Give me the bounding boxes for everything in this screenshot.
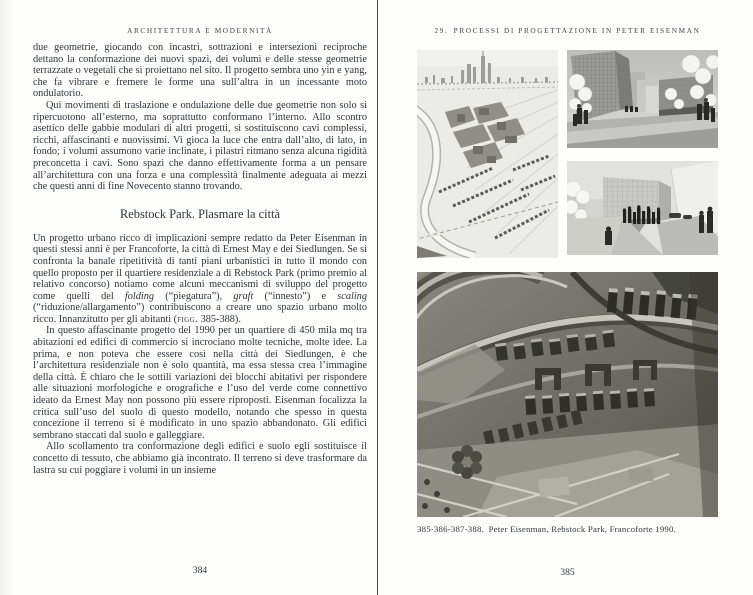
aerial-drawing-image xyxy=(417,50,558,258)
text-segment: scaling xyxy=(337,290,367,302)
running-head-right: 29. PROCESSI DI PROGETTAZIONE IN PETER EISENMAN xyxy=(434,26,701,35)
model-photo-image xyxy=(417,272,718,517)
text-segment: Un progetto urbano ricco di implicazioni sempre redatto da Peter Eisenman in questi stessi anni è per Francoforte, la città di Ernest May e dei Siedlungen. Se si confronta la banale ripetitività di tanti piani urbanistici in tutto il mondo con quello proposto per il quartiere residenziale a di Rebstock Park (primo premio al relativo concorso) notiamo come alcuni meccanismi di sviluppo del progetto come quelli del xyxy=(33,232,367,302)
paragraph-group-before-heading xyxy=(33,42,367,193)
text-segment: Qui movimenti di traslazione e ondulazione delle due geometrie non solo si ripercuotono all’esterno, ma soprattutto conformano l’interno. Allo scontro asettico delle gabbie modulari di altri progetti, si sostituiscono cavi complessi, ricchi, affascinanti e nuovissimi. Vi gioca la luce che entra dall’alto, di lato, in fondo; i volumi assumono varie inclinate, i pilastri ritmano senza alcuna rigidità preconcetta i cavi. Sono spazi che danno effettivamente forma a un pensare all’architettura con una forza e una complessità finalmente adeguata ai mezzi che questi anni di fine Novecento stanno trovando. xyxy=(33,99,367,193)
page-number-right: 385 xyxy=(560,567,575,578)
figure-aerial-perspective-drawing xyxy=(417,50,558,258)
figure-street-rendering-towers xyxy=(567,50,718,148)
paragraph-group-after-heading xyxy=(33,233,367,476)
page-number-left: 384 xyxy=(192,565,208,576)
paragraph xyxy=(33,441,367,476)
figure-caption: 385-386-387-388. Peter Eisenman, Rebstock Park, Francoforte 1990. xyxy=(417,524,677,534)
text-segment: figg. xyxy=(177,313,199,325)
text-segment: In questo affascinante progetto del 1990 per un quartiere di 450 mila mq tra abitazioni ed edifici di commercio si incrociano molte tecniche, molte idee. La prima, e non poteva che essere così nella città dei Siedlungen, è che l’architettura residenziale non è solo quantità, ma essa stessa crea l’immagine della città. È chiaro che le sottili variazioni dei blocchi abitativi per rispondere alle situazioni morfologiche e orografiche e l’uso del verde come connettivo ideato da Ernest May non possono più essere riproposti. Eisenman focalizza la critica sull’uso del suolo di questo modello, notando che spesso in questa concezione il terreno si è modificato in uno spazio abbandonato. Gli edifici sembrano staccati dal suolo e galleggiare. xyxy=(33,325,367,441)
figure-site-model-photograph xyxy=(417,272,718,517)
paragraph xyxy=(33,325,367,441)
paragraph xyxy=(33,100,367,193)
text-segment: due geometrie, giocando con incastri, sottrazioni e intersezioni reciproche dettano la conformazione dei nuovi spazi, dei volumi e delle stesse geometrie terrazzate o vegetali che si proiettano nel sito. Il progetto sembra uno yin e yang, che fa vibrare e fremere le forme una sull’altra in un incessante moto ondulatorio. xyxy=(33,42,367,100)
paragraph xyxy=(33,233,367,326)
text-segment: 385-388). xyxy=(198,313,241,325)
running-head-left: ARCHITETTURA E MODERNITÀ xyxy=(127,26,273,35)
page-divider xyxy=(377,0,378,595)
text-segment: Allo scollamento tra conformazione degli edifici e suolo egli sostituisce il concetto di tessuto, che abbiamo già incontrato. Il terreno si deve trasformare da lastra su cui poggiare i volumi in un insieme xyxy=(33,441,367,476)
body-text xyxy=(33,42,367,476)
text-segment: (“innesto”) e xyxy=(253,290,338,302)
text-segment: folding xyxy=(124,290,155,302)
paragraph xyxy=(33,42,367,100)
section-heading: Rebstock Park. Plasmare la città xyxy=(119,206,280,221)
render-slab-image xyxy=(567,161,718,255)
text-segment: (“piegatura”), xyxy=(154,290,234,302)
render-towers-image xyxy=(567,50,718,148)
right-page xyxy=(379,0,753,595)
figure-street-rendering-slab xyxy=(567,161,718,255)
text-segment: (“riduzione/allargamento”) contribuiscono a creare uno spazio urbano molto ricco. Innanzitutto per gli abitanti ( xyxy=(33,302,367,325)
text-segment: graft xyxy=(233,290,254,302)
